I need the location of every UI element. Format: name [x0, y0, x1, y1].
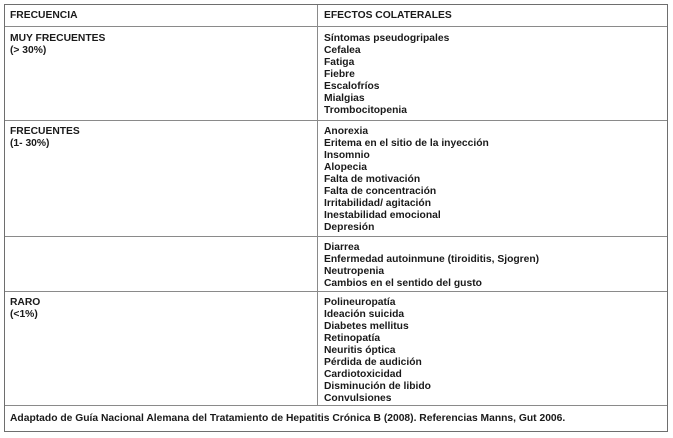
- effect-item: Polineuropatía: [324, 297, 396, 308]
- column-divider: [317, 121, 318, 236]
- frequency-label: RARO: [10, 297, 41, 308]
- frequency-cell: [10, 126, 80, 150]
- side-effects-table: [4, 4, 668, 432]
- effect-item: Diabetes mellitus: [324, 321, 409, 332]
- effect-item: Mialgias: [324, 93, 365, 104]
- effect-item: Fatiga: [324, 57, 355, 68]
- column-divider: [317, 292, 318, 405]
- table-row-frecuentes: [5, 120, 667, 236]
- effects-cell: [324, 126, 489, 234]
- effect-item: Irritabilidad/ agitación: [324, 198, 431, 209]
- effect-item: Pérdida de audición: [324, 357, 422, 368]
- effect-item: Convulsiones: [324, 393, 392, 404]
- frequency-label: MUY FRECUENTES: [10, 33, 106, 44]
- effect-item: Trombocitopenia: [324, 105, 407, 116]
- table-row-muy-frecuentes: [5, 26, 667, 120]
- effect-item: Ideación suicida: [324, 309, 405, 320]
- effect-item: Anorexia: [324, 126, 369, 137]
- effect-item: Alopecia: [324, 162, 367, 173]
- effect-item: Falta de motivación: [324, 174, 421, 185]
- effects-cell: [324, 33, 449, 117]
- effect-item: Disminución de libido: [324, 381, 431, 392]
- effect-item: Inestabilidad emocional: [324, 210, 441, 221]
- frequency-range: (> 30%): [10, 45, 47, 56]
- frequency-range: (<1%): [10, 309, 38, 320]
- effect-item: Diarrea: [324, 242, 360, 253]
- effects-cell: [324, 297, 431, 405]
- frequency-cell: [10, 297, 40, 321]
- effect-item: Síntomas pseudogripales: [324, 33, 450, 44]
- effect-item: Cardiotoxicidad: [324, 369, 402, 380]
- effect-item: Enfermedad autoinmune (tiroiditis, Sjogren): [324, 254, 540, 265]
- effect-item: Retinopatía: [324, 333, 381, 344]
- effect-item: Depresión: [324, 222, 375, 233]
- effect-item: Insomnio: [324, 150, 370, 161]
- header-frequency: FRECUENCIA: [10, 10, 78, 21]
- table-row-unlabeled: [5, 236, 667, 291]
- frequency-cell: [10, 33, 105, 57]
- table-footer-row: [5, 405, 667, 431]
- column-divider: [317, 237, 318, 291]
- effect-item: Neuritis óptica: [324, 345, 396, 356]
- frequency-range: (1- 30%): [10, 138, 50, 149]
- column-divider: [317, 5, 318, 26]
- header-side-effects: EFECTOS COLATERALES: [324, 10, 452, 21]
- effect-item: Falta de concentración: [324, 186, 437, 197]
- table-header-row: [5, 5, 667, 26]
- column-divider: [317, 27, 318, 120]
- effects-cell: [324, 242, 539, 290]
- effect-item: Eritema en el sitio de la inyección: [324, 138, 489, 149]
- effect-item: Neutropenia: [324, 266, 385, 277]
- effect-item: Fiebre: [324, 69, 355, 80]
- frequency-label: FRECUENTES: [10, 126, 80, 137]
- effect-item: Escalofríos: [324, 81, 380, 92]
- table-row-raro: [5, 291, 667, 405]
- effect-item: Cefalea: [324, 45, 361, 56]
- effect-item: Cambios en el sentido del gusto: [324, 278, 482, 289]
- source-note: Adaptado de Guía Nacional Alemana del Tratamiento de Hepatitis Crónica B (2008). Referencias Manns, Gut 2006.: [10, 413, 566, 424]
